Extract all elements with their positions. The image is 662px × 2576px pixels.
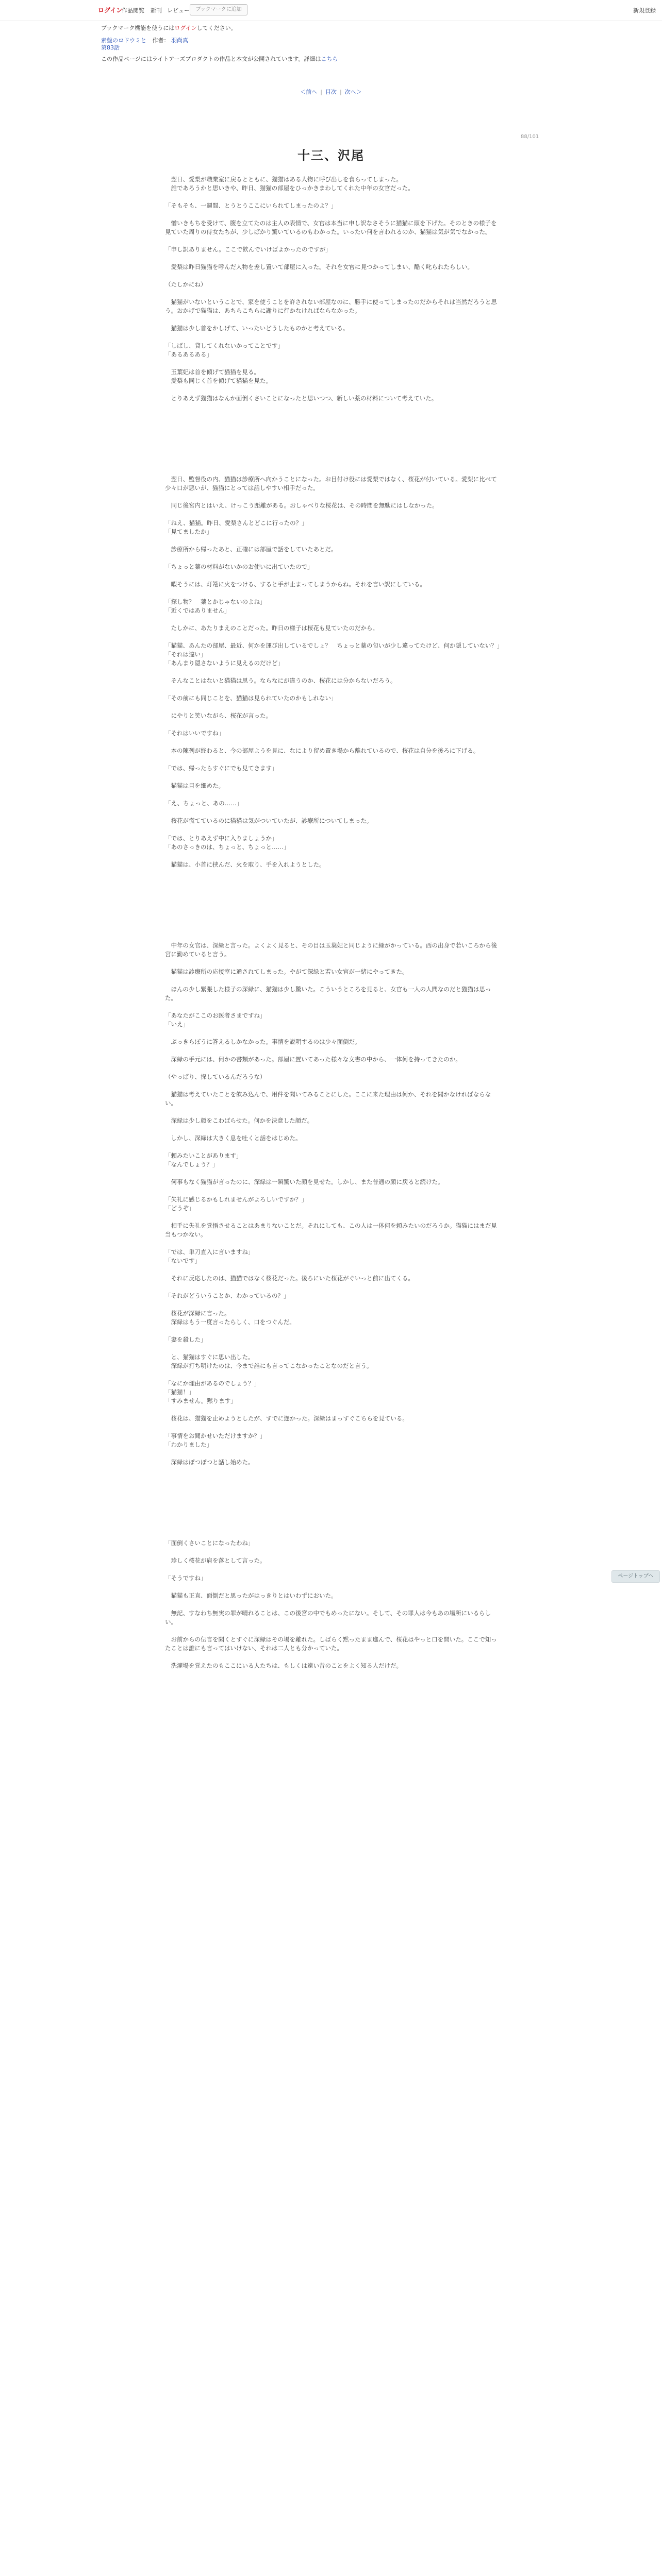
nav-item-new[interactable]: 新刊 bbox=[151, 7, 162, 14]
chapter-pager: ＜前へ | 目次 | 次へ＞ bbox=[300, 89, 362, 95]
story-paragraph: 桜花が慌てているのに猫猫は気がついていたが、診療所についてしまった。 bbox=[165, 817, 373, 824]
story-paragraph: 「ちょっと薬の材料がないかのお使いに出ていたので」 bbox=[165, 563, 313, 570]
paragraph-gap bbox=[165, 615, 500, 624]
story-paragraph: 「いえ」 bbox=[165, 1021, 189, 1028]
paragraph-gap bbox=[165, 1213, 500, 1222]
work-info bbox=[101, 37, 188, 44]
paragraph-gap bbox=[165, 852, 500, 860]
paragraph-gap bbox=[165, 1405, 500, 1414]
story-paragraph: 「猫猫！」 bbox=[165, 1388, 195, 1396]
paragraph-gap bbox=[165, 703, 500, 711]
paragraph-gap bbox=[165, 1239, 500, 1248]
login-notice-prefix: ブックマーク機能を使うには bbox=[101, 25, 175, 31]
story-paragraph: 「なにか理由があるのでしょう？」 bbox=[165, 1380, 260, 1387]
story-paragraph: お前からの伝言を聞くとすぐに深緑はその場を離れた。しばらく黙ったまま進んで、桜花はやっと口を開いた。ここで知ったことは誰にも言ってはいけない、それは二人とも分かっていた。 bbox=[165, 1636, 497, 1652]
paragraph-gap bbox=[165, 1143, 500, 1151]
story-paragraph: それに反応したのは、猫猫ではなく桜花だった。後ろにいた桜花がぐいっと前に出てくる。 bbox=[165, 1275, 414, 1282]
story-paragraph: 誰であろうかと思いきや、昨日、猫猫の部屋をひっかきまわしてくれた中年の女官だった。 bbox=[165, 184, 414, 192]
paragraph-gap bbox=[165, 236, 500, 245]
paragraph-gap bbox=[165, 571, 500, 580]
story-paragraph: 猫猫は考えていたことを飲み込んで、用件を聞いてみることにした。ここに来た理由は何か、それを聞かなければならない。 bbox=[165, 1091, 491, 1107]
page-top-button[interactable]: ページトップへ bbox=[611, 1570, 660, 1583]
story-paragraph: 「それはいいですね」 bbox=[165, 730, 224, 737]
prev-link[interactable]: ＜前へ bbox=[300, 89, 318, 95]
story-paragraph: 本の陳列が終わると、今の部屋ようを見に、なにより留め置き場から離れているので、桜花は自分を後ろに下げる。 bbox=[165, 747, 479, 754]
story-paragraph: 「では、とりあえず中に入りましょうか」 bbox=[165, 835, 278, 842]
story-paragraph: とりあえず猫猫はなんか面倒くさいことになったと思いつつ、新しい薬の材料について考えていた。 bbox=[165, 395, 438, 402]
story-paragraph: 「では、帰ったらすぐにでも見てきます」 bbox=[165, 765, 278, 772]
story-paragraph: 「猫猫、あんたの部屋、最近、何かを運び出しているでしょ？ ちょっと薬の匂いが少し違ってたけど、何か隠していない？」 bbox=[165, 642, 503, 649]
paragraph-gap bbox=[165, 773, 500, 782]
login-notice-link[interactable]: ログイン bbox=[174, 25, 197, 31]
paragraph-gap bbox=[165, 1583, 500, 1591]
chapter-counter: 88/101 bbox=[521, 134, 539, 140]
story-paragraph: たしかに、あたりまえのことだった。昨日の様子は桜花も見ていたのだから。 bbox=[165, 624, 378, 632]
author-label: 作者： bbox=[152, 37, 170, 44]
story-paragraph: 桜花が深緑に言った。 bbox=[165, 1310, 230, 1317]
paragraph-gap bbox=[165, 790, 500, 799]
story-paragraph: 憎いきもちを受けて、腹を立てたのは主人の表情で、女官は本当に申し訳なさそうに猫猫に頭を下げた。そのときの様子を見ていた周りの侍女たちが、少しばかり驚いているのもわかった。いったい何を言われるのか、猫猫は気が気でなかった。 bbox=[165, 219, 497, 235]
story-paragraph: と、猫猫はすぐに思い出した。 bbox=[165, 1353, 254, 1361]
story-paragraph: 愛梨は昨日猫猫を呼んだ人物を差し置いて部屋に入った。それを女官に見つかってしまい、酷く叱られたらしい。 bbox=[165, 263, 473, 270]
login-notice-suffix: してください。 bbox=[196, 25, 237, 31]
author-link[interactable]: 羽尚真 bbox=[171, 37, 188, 44]
paragraph-gap bbox=[165, 1046, 500, 1055]
story-paragraph: 「申し訳ありません。ここで飲んでいけばよかったのですが」 bbox=[165, 246, 332, 253]
story-paragraph: 深緑の手元には、何かの書類があった。部屋に置いてあった様々な文書の中から、一体何を持ってきたのか。 bbox=[165, 1056, 461, 1063]
story-paragraph: 「妻を殺した」 bbox=[165, 1336, 207, 1343]
paragraph-gap bbox=[165, 210, 500, 219]
next-link[interactable]: 次へ＞ bbox=[344, 89, 362, 95]
paragraph-gap bbox=[165, 554, 500, 563]
paragraph-gap bbox=[165, 1327, 500, 1335]
story-paragraph: 中年の女官は、深緑と言った。よくよく見ると、その目は玉葉妃と同じように緑がかっている。西の出身で若いころから後宮に勤めていると言う。 bbox=[165, 942, 497, 958]
paragraph-gap bbox=[165, 589, 500, 598]
paragraph-gap bbox=[165, 738, 500, 747]
paragraph-gap bbox=[165, 1565, 500, 1574]
story-paragraph: 翌日、愛梨が職業室に戻るとともに、猫猫はある人物に呼び出しを食らってしまった。 bbox=[165, 176, 402, 183]
top-bar bbox=[0, 0, 662, 21]
story-paragraph: 「ないです」 bbox=[165, 1257, 201, 1264]
story-body bbox=[165, 175, 503, 1670]
story-paragraph: 「失礼に感じるかもしれませんがよろしいですか？」 bbox=[165, 1196, 307, 1203]
story-paragraph: 猫猫は少し首をかしげて、いったいどうしたものかと考えている。 bbox=[165, 325, 349, 332]
story-paragraph: ぶっきらぼうに答えるしかなかった。事情を説明するのは少々面倒だ。 bbox=[165, 1038, 361, 1045]
paragraph-gap bbox=[165, 1600, 500, 1609]
story-paragraph: しかし、深緑は大きく息を吐くと話をはじめた。 bbox=[165, 1134, 302, 1142]
story-paragraph: 「では、単刀直入に言いますね」 bbox=[165, 1248, 254, 1256]
story-paragraph: 「わかりました」 bbox=[165, 1441, 212, 1448]
story-paragraph: （やっぱり、探しているんだろうな） bbox=[165, 1073, 266, 1080]
story-paragraph: 無記、すなわち無実の罪が晴れることは、この後宮の中でもめったにない。そして、その罪人は今もあの場所にいるらしい。 bbox=[165, 1609, 491, 1625]
paragraph-gap bbox=[165, 272, 500, 280]
story-paragraph: 深緑が打ち明けたのは、今まで誰にも言ってこなかったことなのだと言う。 bbox=[165, 1362, 373, 1369]
story-paragraph: 「事情をお聞かせいただけますか？」 bbox=[165, 1432, 266, 1439]
story-paragraph: 「あのさっきのは、ちょっと、ちょっと……」 bbox=[165, 843, 290, 851]
paragraph-gap bbox=[165, 254, 500, 263]
paragraph-gap bbox=[165, 1108, 500, 1116]
copyright-text: この作品ページにはライトアーズプロダクトの作品と本文が公開されています。詳細は bbox=[101, 56, 321, 62]
paragraph-gap bbox=[165, 1344, 500, 1353]
paragraph-gap bbox=[165, 289, 500, 298]
copyright-link[interactable]: こちら bbox=[321, 56, 338, 62]
story-paragraph: 深緑はもう一度言ったらしく、口をつぐんだ。 bbox=[165, 1318, 295, 1326]
story-paragraph: 暇そうには、灯篭に火をつける、すると手が止まってしまうからね。それを言い訳にしている。 bbox=[165, 581, 426, 588]
paragraph-gap bbox=[165, 755, 500, 764]
paragraph-gap bbox=[165, 493, 500, 501]
nav-item-review[interactable]: レビュー bbox=[167, 7, 190, 14]
story-paragraph: 翌日、監督役の内、猫猫は診療所へ向かうことになった。お目付け役には愛梨ではなく、桜花が付いている。愛梨に比べて少々口が悪いが、猫猫にとっては話しやすい相手だった。 bbox=[165, 476, 497, 492]
story-paragraph: 「近くではありません」 bbox=[165, 607, 230, 614]
work-title-link[interactable]: 素盤のロドウミと bbox=[101, 37, 146, 44]
section-break bbox=[165, 403, 500, 475]
paragraph-gap bbox=[165, 1003, 500, 1011]
story-paragraph: 「探し物？ 薬とかじゃないのよね」 bbox=[165, 598, 266, 605]
paragraph-gap bbox=[165, 685, 500, 694]
paragraph-gap bbox=[165, 1187, 500, 1195]
paragraph-gap bbox=[165, 1125, 500, 1134]
story-paragraph: 「その前にも同じことを、猫猫は見られていたのかもしれない」 bbox=[165, 694, 337, 702]
story-paragraph: 猫猫は目を細めた。 bbox=[165, 782, 224, 789]
story-paragraph: （たしかにね） bbox=[165, 281, 207, 288]
story-paragraph: 「あなたがここのお医者さまですね」 bbox=[165, 1012, 266, 1019]
paragraph-gap bbox=[165, 1029, 500, 1038]
story-paragraph: 猫猫は診療所の応接室に通されてしまった。やがて深緑と若い女官が一緒にやってきた。 bbox=[165, 968, 408, 975]
story-paragraph: 猫猫も正直、面倒だと思ったがはっきりとはいわずにおいた。 bbox=[165, 1592, 337, 1599]
login-link[interactable]: ログイン bbox=[98, 7, 123, 14]
story-paragraph: 「それがどういうことか、わかっているの？」 bbox=[165, 1292, 290, 1299]
paragraph-gap bbox=[165, 1300, 500, 1309]
story-paragraph: 「そもそも、一週間、とうとうここにいられてしまったのよ？」 bbox=[165, 202, 337, 209]
story-paragraph: 「すみません。黙ります」 bbox=[165, 1397, 237, 1404]
paragraph-gap bbox=[165, 1064, 500, 1073]
paragraph-gap bbox=[165, 1653, 500, 1662]
paragraph-gap bbox=[165, 333, 500, 342]
paragraph-gap bbox=[165, 385, 500, 394]
paragraph-gap bbox=[165, 825, 500, 834]
copyright-notice bbox=[101, 56, 338, 63]
paragraph-gap bbox=[165, 1548, 500, 1556]
story-paragraph: 「見てましたか」 bbox=[165, 528, 212, 535]
paragraph-gap bbox=[165, 1169, 500, 1178]
login-notice bbox=[101, 25, 237, 32]
story-paragraph: 珍しく桜花が肩を落として言った。 bbox=[165, 1557, 266, 1564]
register-link[interactable]: 新規登録 bbox=[633, 7, 656, 14]
story-paragraph: 「そうですね」 bbox=[165, 1574, 207, 1582]
nav-item-works[interactable]: 作品閲覧 bbox=[122, 7, 144, 14]
story-paragraph: 猫猫は、小首に挟んだ、火を取り、手を入れようとした。 bbox=[165, 861, 325, 868]
story-paragraph: 愛梨も同じく首を傾げて猫猫を見た。 bbox=[165, 377, 272, 384]
paragraph-gap bbox=[165, 668, 500, 676]
story-paragraph: 「ねえ、猫猫。昨日、愛梨さんとどこに行ったの？」 bbox=[165, 519, 308, 527]
chapter-link[interactable]: 第83話 bbox=[101, 44, 120, 51]
story-paragraph: 「どうぞ」 bbox=[165, 1205, 195, 1212]
paragraph-gap bbox=[165, 959, 500, 968]
section-break bbox=[165, 1467, 500, 1539]
paragraph-gap bbox=[165, 1081, 500, 1090]
story-paragraph: 猫猫がいないということで、家を使うことを許されない部屋なのに、勝手に使ってしまったのだからそれは当然だろうと思う。おかげで猫猫は、あちらこちらに謝りに行かなければならなかった。 bbox=[165, 298, 497, 314]
paragraph-gap bbox=[165, 510, 500, 519]
story-paragraph: にやりと笑いながら、桜花が言った。 bbox=[165, 712, 272, 719]
paragraph-gap bbox=[165, 1370, 500, 1379]
story-paragraph: 「え、ちょっと、あの……」 bbox=[165, 800, 243, 807]
paragraph-gap bbox=[165, 1449, 500, 1458]
toc-link[interactable]: 目次 bbox=[325, 89, 337, 95]
story-paragraph: 玉葉妃は首を傾げて猫猫を見る。 bbox=[165, 368, 260, 376]
paragraph-gap bbox=[165, 359, 500, 368]
story-paragraph: 「それは違い」 bbox=[165, 651, 207, 658]
story-paragraph: そんなことはないと猫猫は思う。ならなにが違うのか、桜花には分からないだろう。 bbox=[165, 677, 396, 684]
story-paragraph: 「なんでしょう？」 bbox=[165, 1161, 219, 1168]
story-paragraph: 「しばし、貸してくれないかってことです」 bbox=[165, 342, 284, 349]
story-paragraph: 「面倒くさいことになったわね」 bbox=[165, 1539, 254, 1547]
paragraph-gap bbox=[165, 1626, 500, 1635]
story-paragraph: 何事もなく猫猫が言ったのに、深緑は一瞬驚いた顔を見せた。しかし、また普通の顔に戻ると続けた。 bbox=[165, 1178, 444, 1185]
chapter-title: 十三、沢尾 bbox=[297, 148, 365, 163]
story-paragraph: 同じ後宮内とはいえ、けっこう距離がある。おしゃべりな桜花は、その時間を無駄にはしなかった。 bbox=[165, 502, 438, 509]
story-paragraph: 深緑は少し顔をこわばらせた。何かを決意した顔だ。 bbox=[165, 1117, 313, 1124]
story-paragraph: 「頼みたいことがあります」 bbox=[165, 1152, 242, 1159]
bookmark-button[interactable]: ブックマークに追加 bbox=[190, 4, 247, 15]
chapter-info bbox=[101, 44, 120, 52]
story-paragraph: 「あるあるある」 bbox=[165, 351, 212, 358]
paragraph-gap bbox=[165, 720, 500, 729]
paragraph-gap bbox=[165, 976, 500, 985]
section-break bbox=[165, 869, 500, 941]
paragraph-gap bbox=[165, 536, 500, 545]
paragraph-gap bbox=[165, 1265, 500, 1274]
story-paragraph: 「あんまり隠さないように見えるのだけど」 bbox=[165, 659, 284, 667]
story-paragraph: 深緑はぽつぽつと話し始めた。 bbox=[165, 1459, 254, 1466]
story-paragraph: 相手に失礼を覚悟させることはあまりないことだ。それにしても、この人は一体何を頼みたいのだろうか。猫猫にはまだ見当もつかない。 bbox=[165, 1222, 497, 1238]
paragraph-gap bbox=[165, 808, 500, 817]
paragraph-gap bbox=[165, 633, 500, 641]
story-paragraph: 診療所から帰ったあと、正確には部屋で話をしていたあとだ。 bbox=[165, 546, 337, 553]
paragraph-gap bbox=[165, 193, 500, 201]
story-paragraph: 洗濯場を覚えたのもここにいる人たちは、もしくは遠い昔のことをよく知る人だけだ。 bbox=[165, 1662, 402, 1669]
story-paragraph: ほんの少し緊張した様子の深緑に、猫猫は少し驚いた。こういうところを見ると、女官も一人の人間なのだと猫猫は思った。 bbox=[165, 986, 491, 1002]
paragraph-gap bbox=[165, 1283, 500, 1292]
paragraph-gap bbox=[165, 315, 500, 324]
story-paragraph: 桜花は、猫猫を止めようとしたが、すでに遅かった。深緑はまっすぐこちらを見ている。 bbox=[165, 1415, 408, 1422]
paragraph-gap bbox=[165, 1423, 500, 1432]
